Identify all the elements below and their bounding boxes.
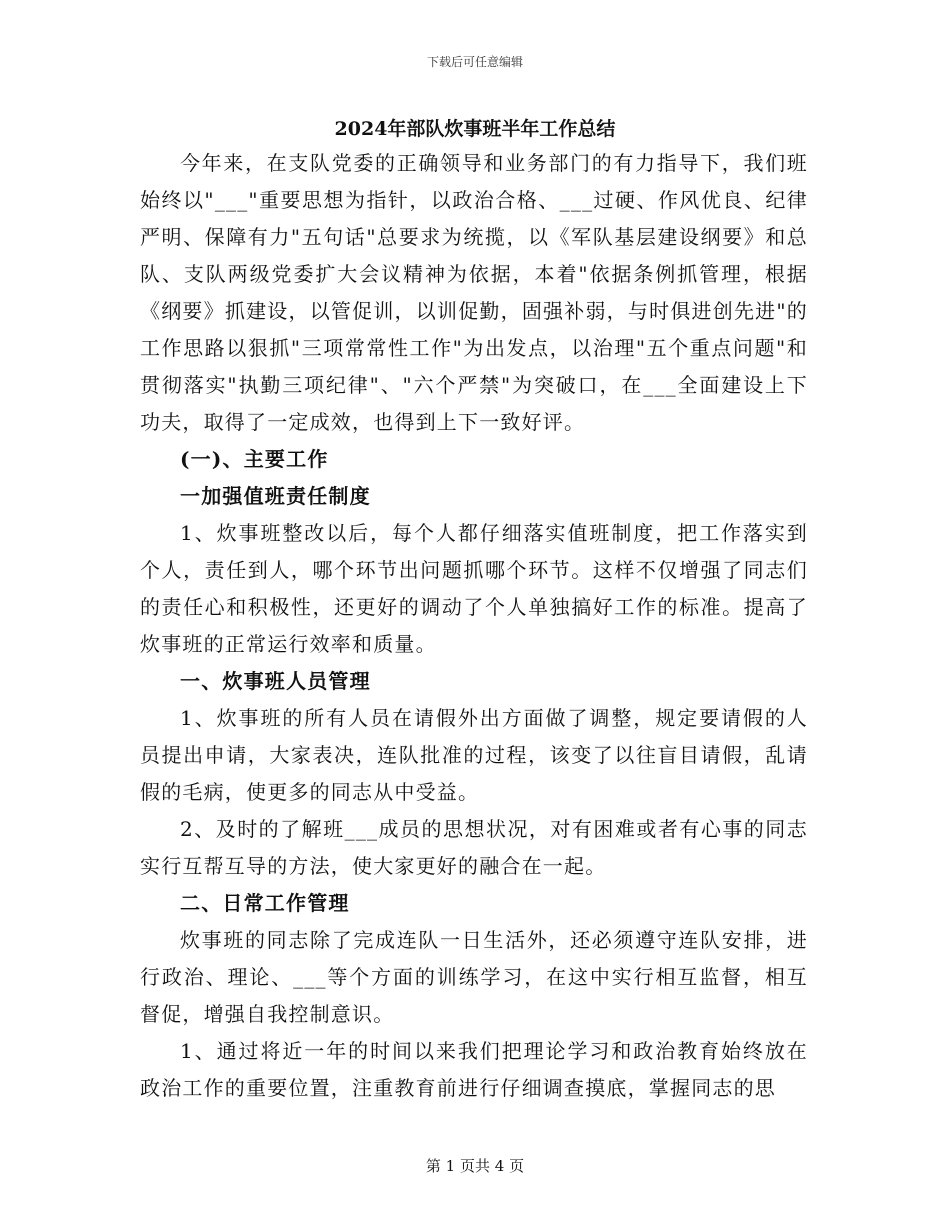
paragraph-daily-work: 炊事班的同志除了完成连队一日生活外，还必须遵守连队安排，进行政治、理论、___等个方面的训练学习，在这中实行相互监督，相互督促，增强自我控制意识。 bbox=[140, 928, 808, 1026]
heading-daily-work: 二、日常工作管理 bbox=[180, 891, 350, 915]
paragraph-intro: 今年来，在支队党委的正确领导和业务部门的有力指导下，我们班始终以"___"重要思想为指针，以政治合格、___过硬、作风优良、纪律严明、保障有力"五句话"总要求为统揽，以《军队基层建设纲要》和总队、支队两级党委扩大会议精神为依据，本着"依据条例抓管理，根据《纲要》抓建设，以管促训，以训促勤，固强补弱，与时俱进创先进"的工作思路以狠抓"三项常常性工作"为出发点，以治理"五个重点问题"和贯彻落实"执勤三项纪律"、"六个严禁"为突破口，在___全面建设上下功夫，取得了一定成效，也得到上下一致好评。 bbox=[140, 151, 808, 434]
paragraph-personnel-2: 2、及时的了解班___成员的思想状况，对有困难或者有心事的同志实行互帮互导的方法，使大家更好的融合在一起。 bbox=[140, 817, 808, 878]
page-header: 下载后可任意编辑 bbox=[426, 55, 523, 69]
document-title: 2024年部队炊事班半年工作总结 bbox=[334, 118, 616, 140]
heading-duty-system: 一加强值班责任制度 bbox=[180, 484, 371, 508]
heading-personnel: 一、炊事班人员管理 bbox=[180, 669, 371, 693]
page-number: 第 1 页共 4 页 bbox=[425, 1157, 525, 1175]
paragraph-daily-work-1: 1、通过将近一年的时间以来我们把理论学习和政治教育始终放在政治工作的重要位置，注重教育前进行仔细调查摸底，掌握同志的思 bbox=[140, 1039, 808, 1100]
paragraph-personnel-1: 1、炊事班的所有人员在请假外出方面做了调整，规定要请假的人员提出申请，大家表决，连队批准的过程，该变了以往盲目请假，乱请假的毛病，使更多的同志从中受益。 bbox=[140, 706, 808, 804]
paragraph-duty-1: 1、炊事班整改以后，每个人都仔细落实值班制度，把工作落实到个人，责任到人，哪个环节出问题抓哪个环节。这样不仅增强了同志们的责任心和积极性，还更好的调动了个人单独搞好工作的标准。提高了炊事班的正常运行效率和质量。 bbox=[140, 521, 808, 656]
document-body bbox=[140, 145, 808, 1107]
heading-main-work: (一)、主要工作 bbox=[180, 447, 329, 471]
